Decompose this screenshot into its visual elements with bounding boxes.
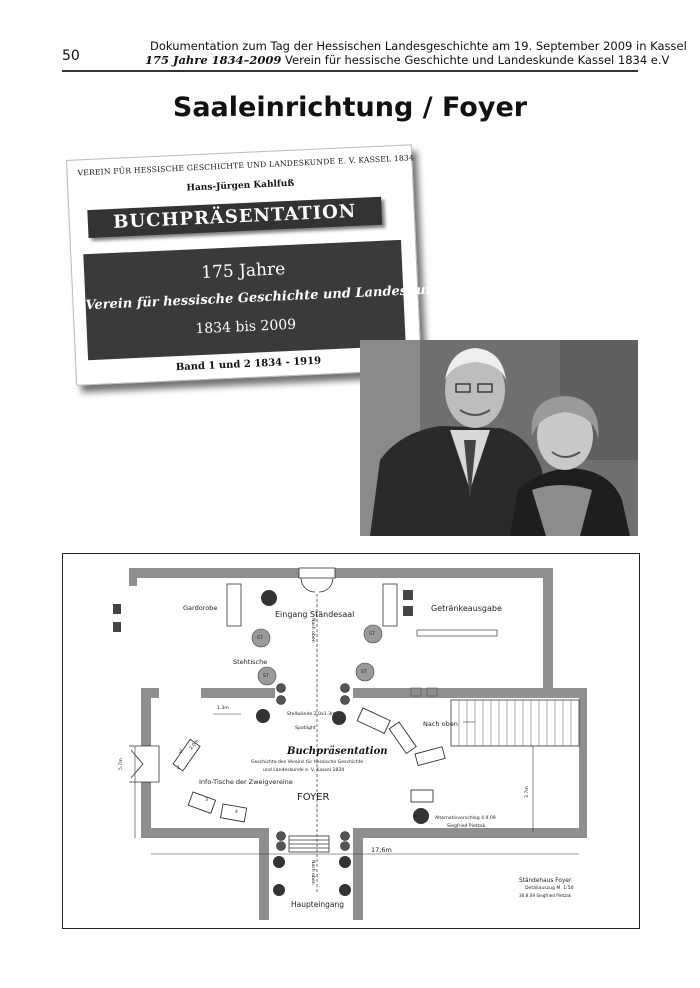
couple-photo xyxy=(360,340,638,536)
label-stellwaende: Stellwände 2,0x1.3m xyxy=(287,712,336,717)
label-foyer: FOYER xyxy=(297,792,330,803)
header-fraktur: 175 Jahre 1834–2009 xyxy=(145,53,282,67)
label-dim-37: 3.7m xyxy=(525,786,530,798)
header-rule xyxy=(62,70,638,72)
table-label-4: 4 xyxy=(235,810,238,815)
label-alternativ-2: Siegfried Pietzak xyxy=(447,824,486,829)
table-label-1: 1 xyxy=(177,766,180,771)
poster-banner: BUCHPRÄSENTATION xyxy=(87,197,382,238)
label-buch-sub2: und Landeskunde e. V. Kassel 1834 xyxy=(263,768,345,773)
label-dim-176: 17,6m xyxy=(371,846,392,854)
couple-photo-graphic xyxy=(360,340,638,536)
label-eingang: Eingang Ständesaal xyxy=(275,610,355,619)
header-line-2 xyxy=(145,53,669,67)
stehtisch-3: ST xyxy=(263,674,269,679)
label-nach-oben-top: Nach oben xyxy=(310,618,315,643)
stehtisch-1: ST xyxy=(257,636,263,641)
stehtisch-2: ST xyxy=(369,632,375,637)
label-alternativ-1: Alternativvorschlag 4.9.09 xyxy=(435,816,496,821)
label-getraenke: Getränkeausgabe xyxy=(431,604,502,613)
page-title: Saaleinrichtung / Foyer xyxy=(172,92,528,123)
poster-verein: Verein für hessische Geschichte und Landeskunde xyxy=(85,281,453,314)
legend-date: 30.8.09 Siegfried Pietzak xyxy=(519,893,572,898)
header-line-2-rest: Verein für hessische Geschichte und Landeskunde Kassel 1834 e.V xyxy=(281,53,670,67)
label-garderobe: Gardorobe xyxy=(183,604,218,612)
label-dim-13: 1.3m xyxy=(217,706,229,711)
label-nach-oben-stairs: Nach oben xyxy=(423,720,458,728)
label-nach-oben-bottom: Nach oben xyxy=(310,860,315,885)
poster-author: Hans-Jürgen Kahlfuß xyxy=(186,178,295,194)
header-line-1: Dokumentation zum Tag der Hessischen Landesgeschichte am 19. September 2009 in Kassel xyxy=(150,39,687,53)
table-label-2: 2 xyxy=(179,750,182,755)
label-buchpraesentation: Buchpräsentation xyxy=(287,746,388,757)
label-info-tische: Info-Tische der Zweigvereine xyxy=(199,778,293,786)
poster-top-line: VEREIN FÜR HESSISCHE GESCHICHTE UND LANDESKUNDE E. V. KASSEL 1834 xyxy=(77,153,415,178)
table-label-3: 3 xyxy=(205,798,208,803)
label-haupteingang: Haupteingang xyxy=(291,900,345,909)
legend-title: Ständehaus Foyer xyxy=(519,878,572,884)
poster-band: Band 1 und 2 1834 - 1919 xyxy=(175,355,322,374)
poster-years: 175 Jahre xyxy=(200,259,286,283)
label-stehtische: Stehtische xyxy=(233,658,268,666)
floor-plan xyxy=(62,553,640,929)
label-spotlight: Spotlight xyxy=(295,726,316,731)
poster-range: 1834 bis 2009 xyxy=(195,316,297,338)
stehtisch-4: ST xyxy=(361,670,367,675)
label-buch-sub1: Geschichte des Vereins für hessische Geschichte xyxy=(251,760,364,765)
legend-sub: Detailauszug M. 1:50 xyxy=(525,886,574,891)
poster-box xyxy=(83,240,453,360)
page-number: 50 xyxy=(62,48,80,64)
label-dim-20: 2.0m xyxy=(189,738,201,752)
label-dim-57: 5.7m xyxy=(119,758,124,770)
